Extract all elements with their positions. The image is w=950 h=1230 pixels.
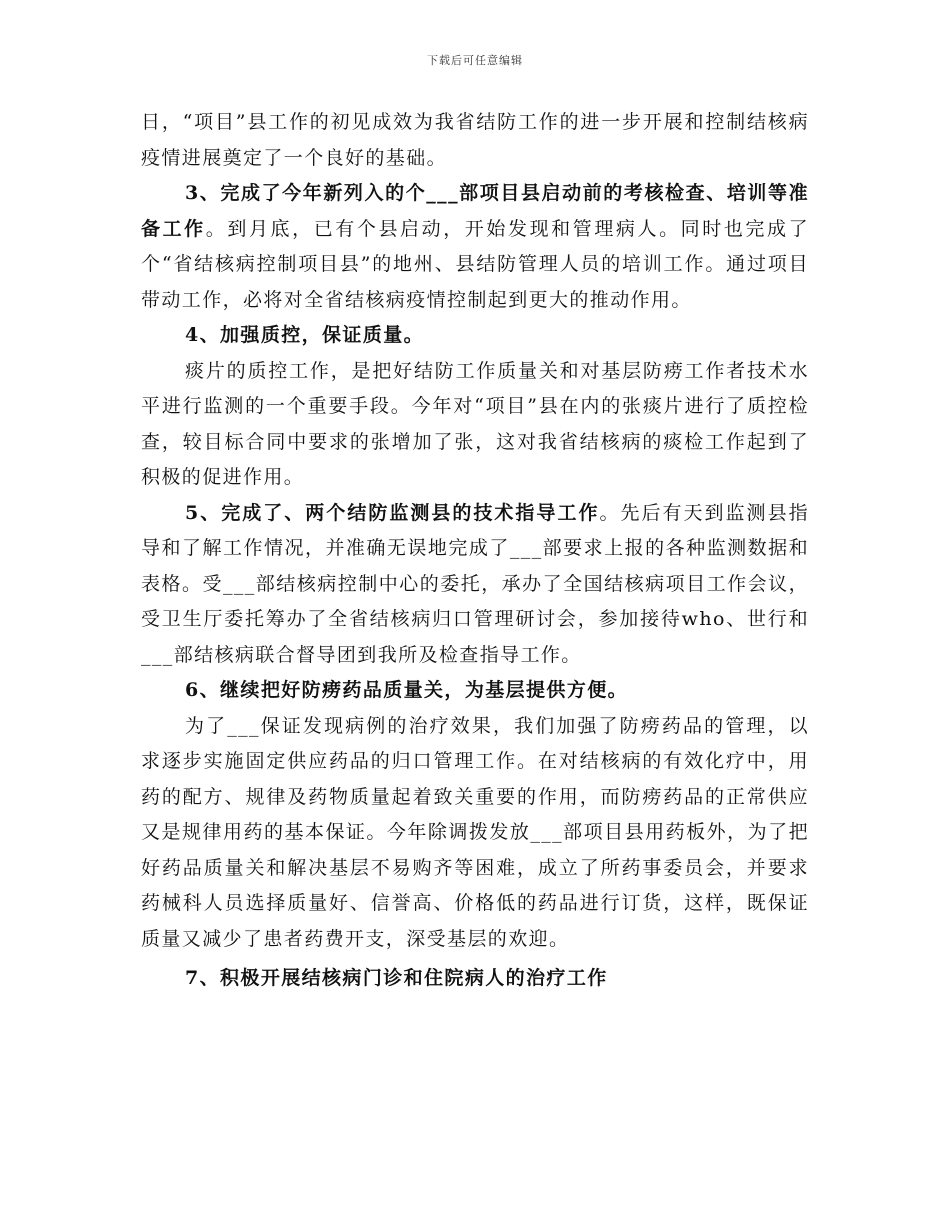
heading-3: 3、完成了今年新列入的个___部项目县启动前的考核检查、培训等准备工作 (141, 182, 809, 240)
paragraph-3-body: 。到月底，已有个县启动，开始发现和管理病人。同时也完成了个“省结核病控制项目县”的地州、县结防管理人员的培训工作。通过项目带动工作，必将对全省结核病疫情控制起到更大的推动作用。 (141, 217, 810, 311)
heading-5: 5、完成了、两个结防监测县的技术指导工作 (185, 501, 600, 524)
paragraph-continuation: 日，“项目”县工作的初见成效为我省结防工作的进一步开展和控制结核病疫情进展奠定了一个良好的基础。 (141, 111, 809, 169)
heading-7: 7、积极开展结核病门诊和住院病人的治疗工作 (185, 967, 608, 989)
heading-6: 6、继续把好防痨药品质量关，为基层提供方便。 (185, 679, 629, 701)
paragraph-5-body: 。先后有天到监测县指导和了解工作情况，并准确无误地完成了___部要求上报的各种监测数据和表格。受___部结核病控制中心的委托，承办了全国结核病项目工作会议，受卫生厅委托筹办了全省结核病归口管理研讨会，参加接待who、世行和___部结核病联合督导团到我所及检查指导工作。 (141, 501, 809, 666)
paragraph-3 (141, 176, 809, 318)
heading-4: 4、加强质控，保证质量。 (185, 324, 425, 346)
document-body (141, 105, 809, 997)
paragraph-6-body: 为了___保证发现病例的治疗效果，我们加强了防痨药品的管理，以求逐步实施固定供应药品的归口管理工作。在对结核病的有效化疗中，用药的配方、规律及药物质量起着致关重要的作用，而防痨药品的正常供应又是规律用药的基本保证。今年除调拨发放___部项目县用药板外，为了把好药品质量关和解决基层不易购齐等困难，成立了所药事委员会，并要求药械科人员选择质量好、信誉高、价格低的药品进行订货，这样，既保证质量又减少了患者药费开支，深受基层的欢迎。 (141, 714, 809, 950)
paragraph-4-body: 痰片的质控工作，是把好结防工作质量关和对基层防痨工作者技术水平进行监测的一个重要手段。今年对“项目”县在内的张痰片进行了质控检查，较目标合同中要求的张增加了张，这对我省结核病的痰检工作起到了积极的促进作用。 (141, 359, 809, 488)
page-header-note: 下载后可任意编辑 (427, 54, 523, 67)
paragraph-5 (141, 496, 809, 674)
